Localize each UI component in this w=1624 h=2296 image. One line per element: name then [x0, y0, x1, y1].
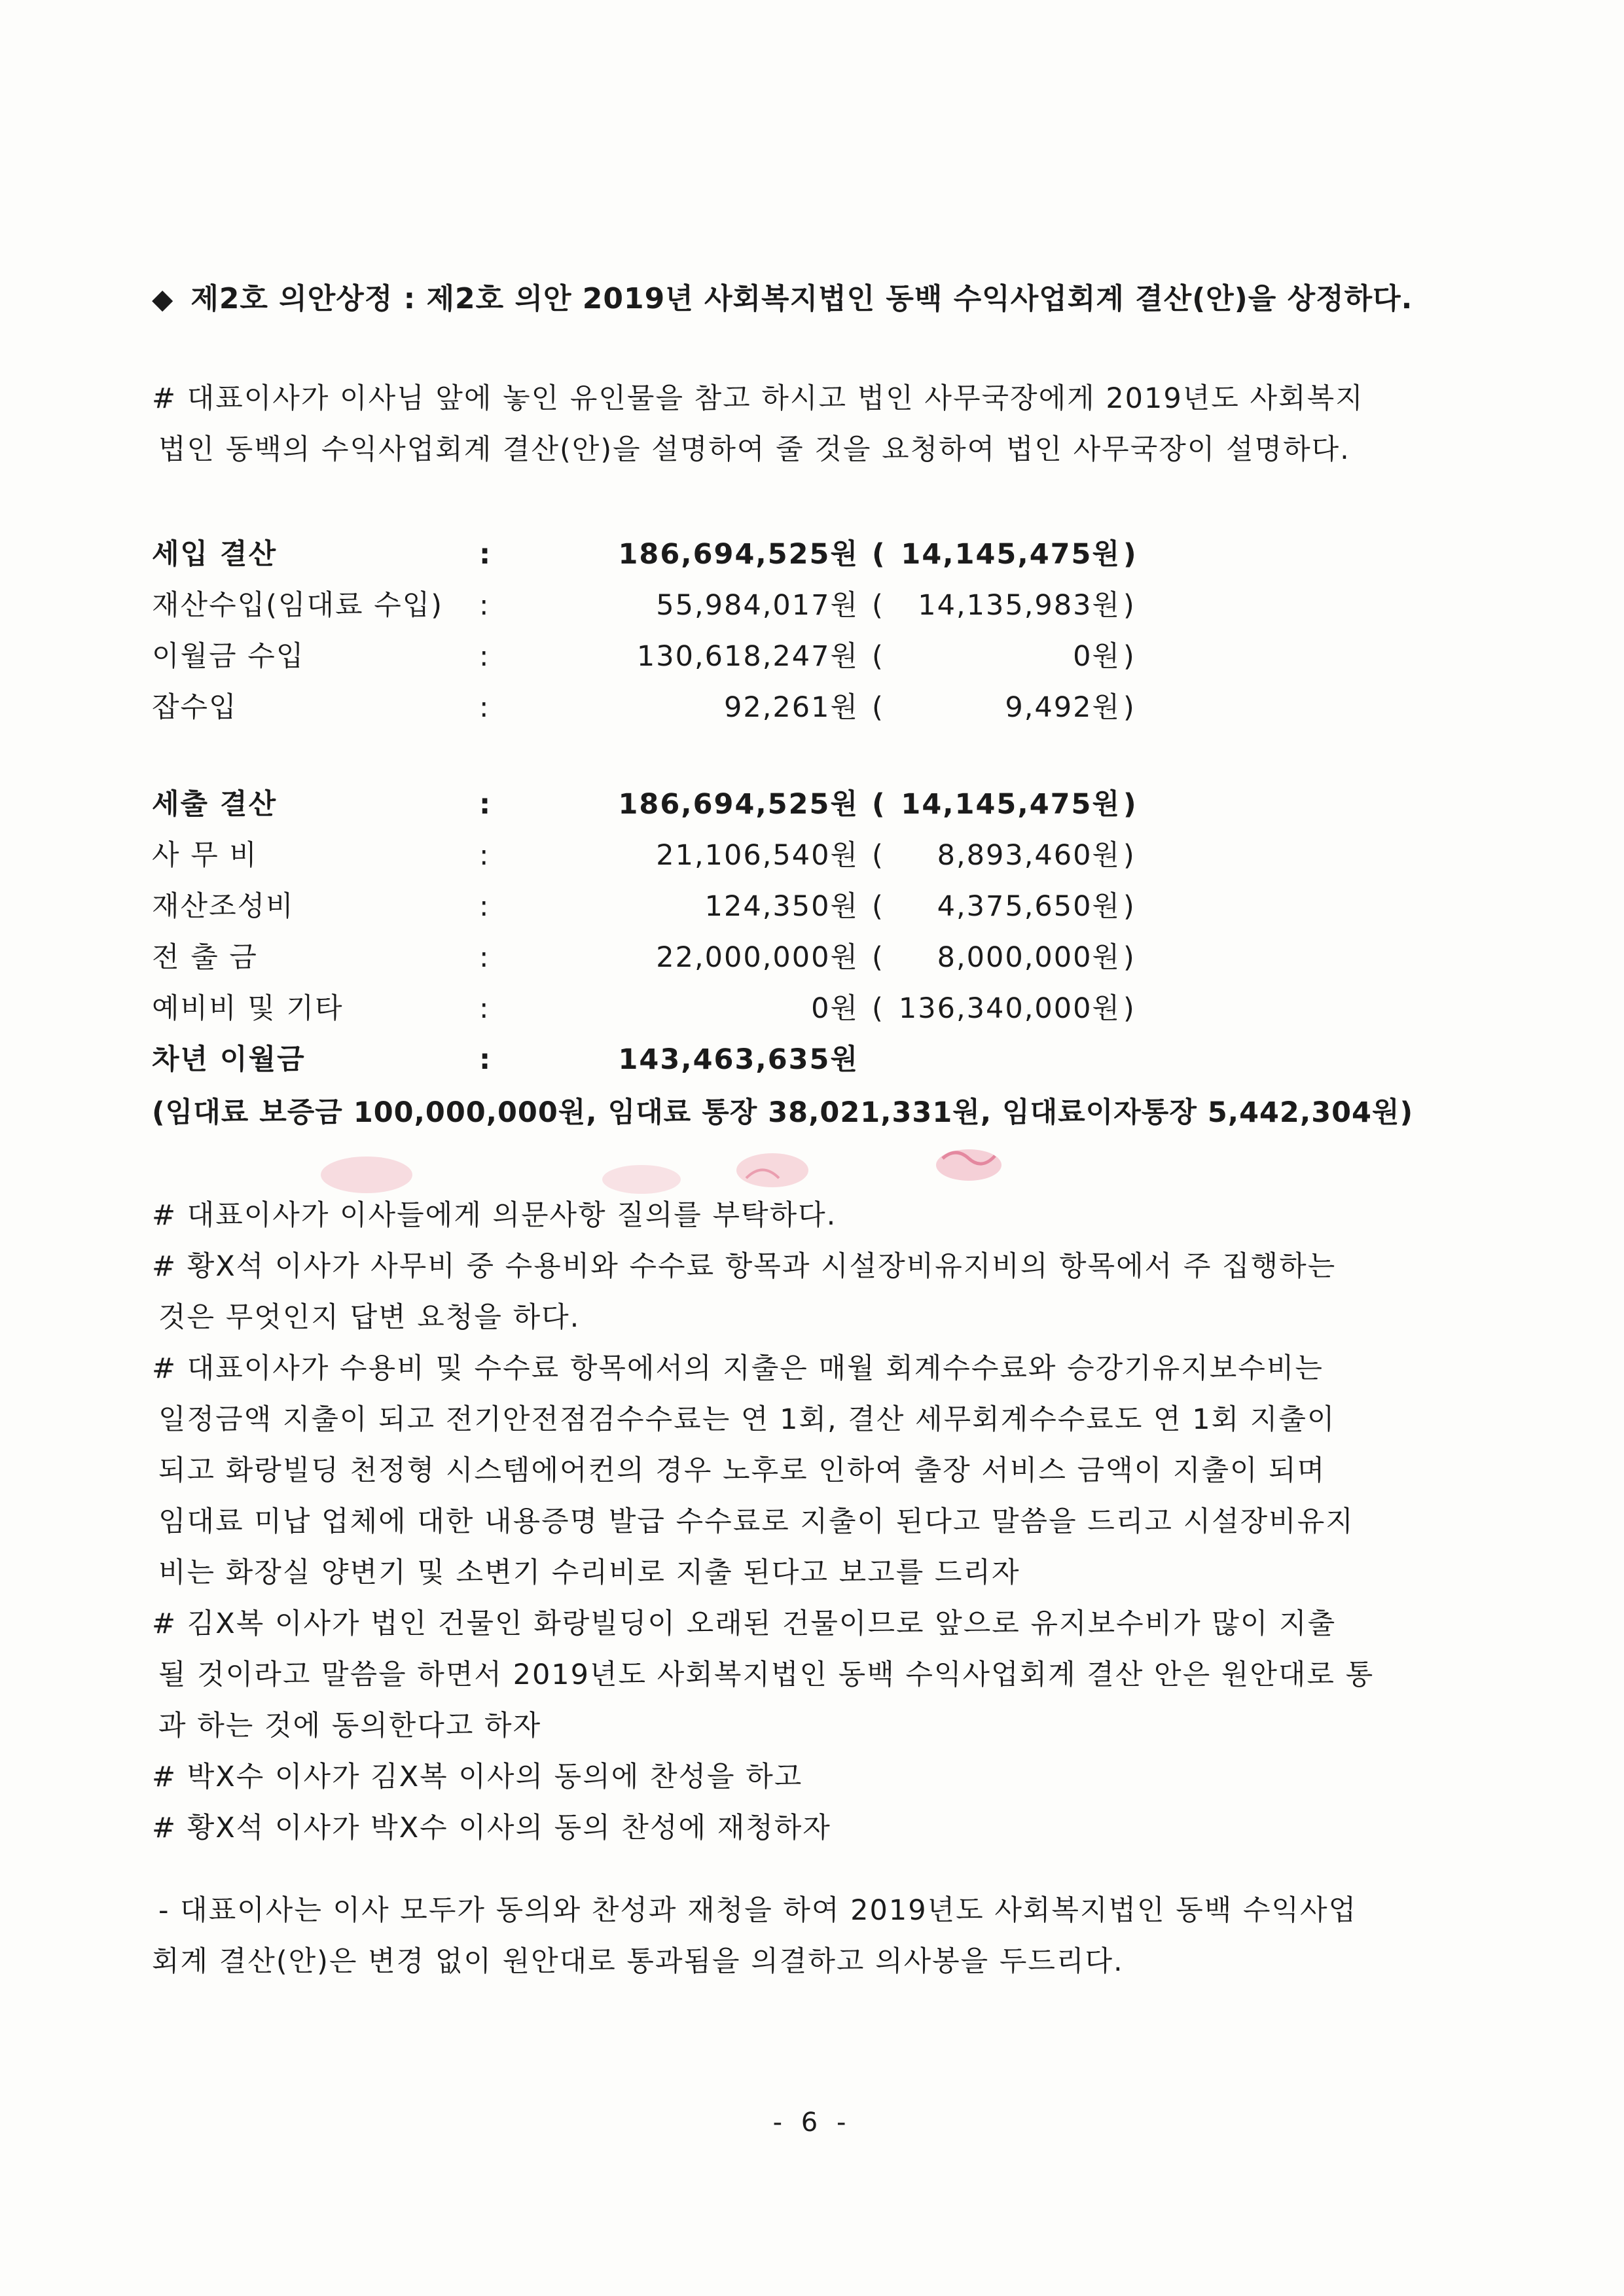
row-previous-amount: 8,893,460원: [937, 839, 1121, 872]
row-colon: :: [479, 788, 492, 821]
row-open-paren: (: [872, 839, 884, 872]
row-previous-amount: 9,492원: [1005, 691, 1121, 724]
row-amount: 130,618,247원: [636, 640, 859, 673]
discussion-line: # 대표이사가 이사들에게 의문사항 질의를 부탁하다.: [152, 1199, 837, 1232]
row-close-paren: ): [1123, 992, 1136, 1025]
intro-line-2: 법인 동백의 수익사업회계 결산(안)을 설명하여 줄 것을 요청하여 법인 사무국장이 설명하다.: [158, 433, 1350, 466]
row-label: 이월금 수입: [152, 640, 305, 673]
row-amount: 186,694,525원: [618, 538, 859, 571]
resolution-line-2: 회계 결산(안)은 변경 없이 원안대로 통과됨을 의결하고 의사봉을 두드리다.: [152, 1945, 1124, 1978]
row-previous-amount: 8,000,000원: [937, 941, 1121, 974]
row-close-paren: ): [1123, 890, 1136, 923]
row-amount: 21,106,540원: [656, 839, 859, 872]
row-open-paren: (: [872, 941, 884, 974]
row-label: 세입 결산: [152, 538, 278, 571]
row-previous-amount: 4,375,650원: [937, 890, 1121, 923]
discussion-line: 비는 화장실 양변기 및 소변기 수리비로 지출 된다고 보고를 드리자: [158, 1556, 1020, 1589]
row-previous-amount: 14,135,983원: [918, 589, 1121, 622]
finance-row: [152, 631, 1147, 682]
row-colon: :: [479, 839, 490, 872]
row-close-paren: ): [1123, 640, 1136, 673]
row-label: 세출 결산: [152, 788, 278, 821]
agenda-text: 제2호 의안상정 : 제2호 의안 2019년 사회복지법인 동백 수익사업회계 결산(안)을 상정하다.: [190, 282, 1413, 315]
finance-row: [152, 932, 1147, 983]
row-colon: :: [479, 589, 490, 622]
row-close-paren: ): [1123, 941, 1136, 974]
deposit-line: (임대료 보증금 100,000,000원, 임대료 통장 38,021,331원, 임대료이자통장 5,442,304원): [152, 1096, 1414, 1129]
discussion-line: # 김X복 이사가 법인 건물인 화랑빌딩이 오래된 건물이므로 앞으로 유지보수비가 많이 지출: [152, 1607, 1337, 1640]
row-close-paren: ): [1123, 691, 1136, 724]
row-open-paren: (: [872, 890, 884, 923]
row-colon: :: [479, 538, 492, 571]
agenda-heading: [152, 275, 1474, 317]
discussion-line: # 황X석 이사가 사무비 중 수용비와 수수료 항목과 시설장비유지비의 항목에서 주 집행하는: [152, 1250, 1337, 1283]
finance-row: [152, 682, 1147, 733]
discussion-line: # 박X수 이사가 김X복 이사의 동의에 찬성을 하고: [152, 1761, 803, 1793]
row-colon: :: [479, 1043, 492, 1076]
row-close-paren: ): [1123, 538, 1138, 571]
finance-row: [152, 881, 1147, 932]
resolution-line-1: - 대표이사는 이사 모두가 동의와 찬성과 재청을 하여 2019년도 사회복지법인 동백 수익사업: [158, 1894, 1358, 1927]
discussion-line: 될 것이라고 말씀을 하면서 2019년도 사회복지법인 동백 수익사업회계 결산 안은 원안대로 통: [158, 1659, 1375, 1691]
row-previous-amount: 14,145,475원: [901, 538, 1121, 571]
row-amount: 143,463,635원: [618, 1043, 859, 1076]
page-number: - 6 -: [772, 2108, 852, 2138]
row-open-paren: (: [872, 992, 884, 1025]
row-previous-amount: 136,340,000원: [898, 992, 1121, 1025]
finance-row: [152, 580, 1147, 631]
finance-row: [152, 779, 1147, 830]
resolution-paragraph: [152, 1885, 1468, 1987]
row-colon: :: [479, 890, 490, 923]
row-colon: :: [479, 691, 490, 724]
row-amount: 186,694,525원: [618, 788, 859, 821]
row-label: 사 무 비: [152, 839, 258, 872]
row-colon: :: [479, 992, 490, 1025]
diamond-bullet-icon: ◆: [152, 283, 174, 315]
row-label: 재산조성비: [152, 890, 295, 923]
row-label: 잡수입: [152, 691, 238, 724]
row-amount: 124,350원: [704, 890, 859, 923]
row-label: 재산수입(임대료 수입): [152, 589, 444, 622]
row-label: 예비비 및 기타: [152, 992, 344, 1025]
finance-row: [152, 830, 1147, 881]
finance-row: [152, 983, 1147, 1034]
row-close-paren: ): [1123, 589, 1136, 622]
discussion-line: 것은 무엇인지 답변 요청을 하다.: [158, 1301, 581, 1334]
row-open-paren: (: [872, 788, 886, 821]
discussion-line: # 황X석 이사가 박X수 이사의 동의 찬성에 재청하자: [152, 1812, 831, 1844]
row-open-paren: (: [872, 589, 884, 622]
finance-row: [152, 529, 1147, 580]
row-previous-amount: 0원: [1073, 640, 1121, 673]
row-open-paren: (: [872, 640, 884, 673]
row-amount: 92,261원: [724, 691, 859, 724]
discussion-paragraph: [152, 1190, 1468, 1854]
row-close-paren: ): [1123, 788, 1138, 821]
row-amount: 22,000,000원: [656, 941, 859, 974]
discussion-line: 과 하는 것에 동의한다고 하자: [158, 1710, 542, 1742]
row-label: 전 출 금: [152, 941, 258, 974]
finance-row: [152, 1034, 1147, 1085]
row-open-paren: (: [872, 691, 884, 724]
row-previous-amount: 14,145,475원: [901, 788, 1121, 821]
intro-paragraph: [152, 373, 1468, 475]
row-colon: :: [479, 941, 490, 974]
intro-line-1: # 대표이사가 이사님 앞에 놓인 유인물을 참고 하시고 법인 사무국장에게 2019년도 사회복지: [152, 382, 1364, 415]
row-colon: :: [479, 640, 490, 673]
discussion-line: # 대표이사가 수용비 및 수수료 항목에서의 지출은 매월 회계수수료와 승강기유지보수비는: [152, 1352, 1324, 1385]
discussion-line: 되고 화랑빌딩 천정형 시스템에어컨의 경우 노후로 인하여 출장 서비스 금액이 지출이 되며: [158, 1454, 1326, 1487]
row-amount: 0원: [811, 992, 859, 1025]
row-label: 차년 이월금: [152, 1043, 306, 1076]
row-amount: 55,984,017원: [656, 589, 859, 622]
row-close-paren: ): [1123, 839, 1136, 872]
discussion-line: 임대료 미납 업체에 대한 내용증명 발급 수수료로 지출이 된다고 말씀을 드리고 시설장비유지: [158, 1505, 1354, 1538]
row-open-paren: (: [872, 538, 886, 571]
discussion-line: 일정금액 지출이 되고 전기안전점검수수료는 연 1회, 결산 세무회계수수료도 연 1회 지출이: [158, 1403, 1336, 1436]
